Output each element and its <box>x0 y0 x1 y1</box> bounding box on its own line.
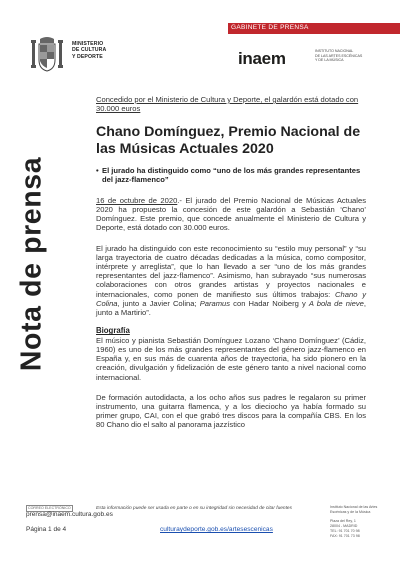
inaem-name-line: INSTITUTO NACIONAL <box>315 49 354 53</box>
gabinete-label: GABINETE DE PRENSA <box>231 24 309 31</box>
article-lede: Concedido por el Ministerio de Cultura y Deporte, el galardón está dotado con 30.000 euros <box>96 95 359 114</box>
bullet-text: El jurado ha distinguido como “uno de los más grandes representantes del jazz-flamenco” <box>102 166 361 185</box>
inaem-wordmark: inaem <box>238 49 286 68</box>
address-line: Escénicas y de la Música <box>330 509 371 514</box>
inaem-full-name <box>315 49 362 63</box>
address-line: FAX: 91 701 73 98 <box>330 533 360 538</box>
side-title-text: Nota de prensa <box>15 156 48 372</box>
bullet-icon: • <box>96 166 99 175</box>
paragraph-2-text: con Hadar Noiberg y <box>230 298 309 308</box>
paragraph-2-text: El jurado ha distinguido con este reconocimiento su “estilo muy personal” y “su larga trayectoria de cuatro décadas dedicadas a la música, como compositor, intérprete y arreglista”, que lo han llevado a ser “uno de los más grandes representantes del jazz-flamenco”. Asimismo, han subrayado “sus numerosas colaboraciones con otros grandes artistas y proyectos nacionales e internacionales, como ponen de manifiesto sus últimos trabajos: <box>96 243 366 299</box>
paragraph-1-text: .- El jurado del Premio Nacional de Músicas Actuales 2020 ha propuesto la concesión de este galardón a Sebastián ‘Chano’ Domínguez. Este premio, que concede anualmente el Ministerio de Cultura y Deporte, está dotado con 30.000 euros. <box>96 195 366 233</box>
ministry-name-line: Y DEPORTE <box>72 53 103 60</box>
article-headline: Chano Domínguez, Premio Nacional de las Músicas Actuales 2020 <box>96 123 361 157</box>
footer-email-label: CORREO ELECTRÓNICO <box>28 506 71 510</box>
ministry-name-line: MINISTERIO <box>72 41 104 47</box>
inaem-logo <box>238 50 286 67</box>
work-title: A bola de nieve <box>308 298 364 308</box>
address-line: 28004 - MADRID <box>330 524 358 529</box>
article-bullet <box>96 166 366 185</box>
article-date: 16 de octubre de 2020 <box>96 195 178 205</box>
paragraph-2-text: , junto a Martirio”. <box>96 298 366 318</box>
paragraph-4: De formación autodidacta, a los ocho años sus padres le regalaron su primer instrumento, una guitarra flamenca, y a los dieciocho ya había formado su primer grupo, CAI, con el que grabó tres discos para la compañía CBS. En los 80 Chano dio el salto al panorama jazzístico <box>96 392 366 430</box>
footer-usage-note-text: Esta información puede ser usada en parte o en su integridad sin necesidad de citar fuentes <box>96 506 292 511</box>
inaem-name-line: DE LAS ARTES ESCÉNICAS <box>315 53 363 58</box>
address-line: TEL: 91 701 70 98 <box>330 528 360 533</box>
footer-address <box>330 505 377 539</box>
paragraph-1 <box>96 196 366 233</box>
paragraph-3: El músico y pianista Sebastián Domínguez Lozano ‘Chano Domínguez’ (Cádiz, 1960) es uno de los más grandes representantes del género jazz-flamenco en España y, en sus más de cuarenta años de trayectoria, ha sido pionero en la creación, divulgación y fidelización de este género tanto a nivel nacional como internacional. <box>96 335 366 382</box>
footer-website-link[interactable]: culturaydeporte.gob.es/artesescenicas <box>160 526 273 533</box>
footer-usage-note <box>96 506 314 512</box>
work-title: Paramus <box>199 298 231 308</box>
paragraph-2 <box>96 244 366 318</box>
address-line: Instituto Nacional de las Artes <box>330 505 378 509</box>
ministry-name-line: DE CULTURA <box>72 47 107 54</box>
footer-email[interactable]: prensa@inaem.cultura.gob.es <box>26 511 113 518</box>
government-coat-of-arms-logo <box>30 36 64 74</box>
article <box>96 95 366 430</box>
ministry-name <box>72 41 106 60</box>
address-line: Plaza del Rey, 1 <box>330 519 356 524</box>
inaem-name-line: Y DE LA MÚSICA <box>315 58 344 63</box>
section-heading-biografia: Biografía <box>96 326 130 336</box>
work-title: Chano y Colina <box>96 289 366 308</box>
paragraph-2-text: , junto a Javier Colina; <box>117 298 200 308</box>
page-number: Página 1 de 4 <box>26 526 67 533</box>
